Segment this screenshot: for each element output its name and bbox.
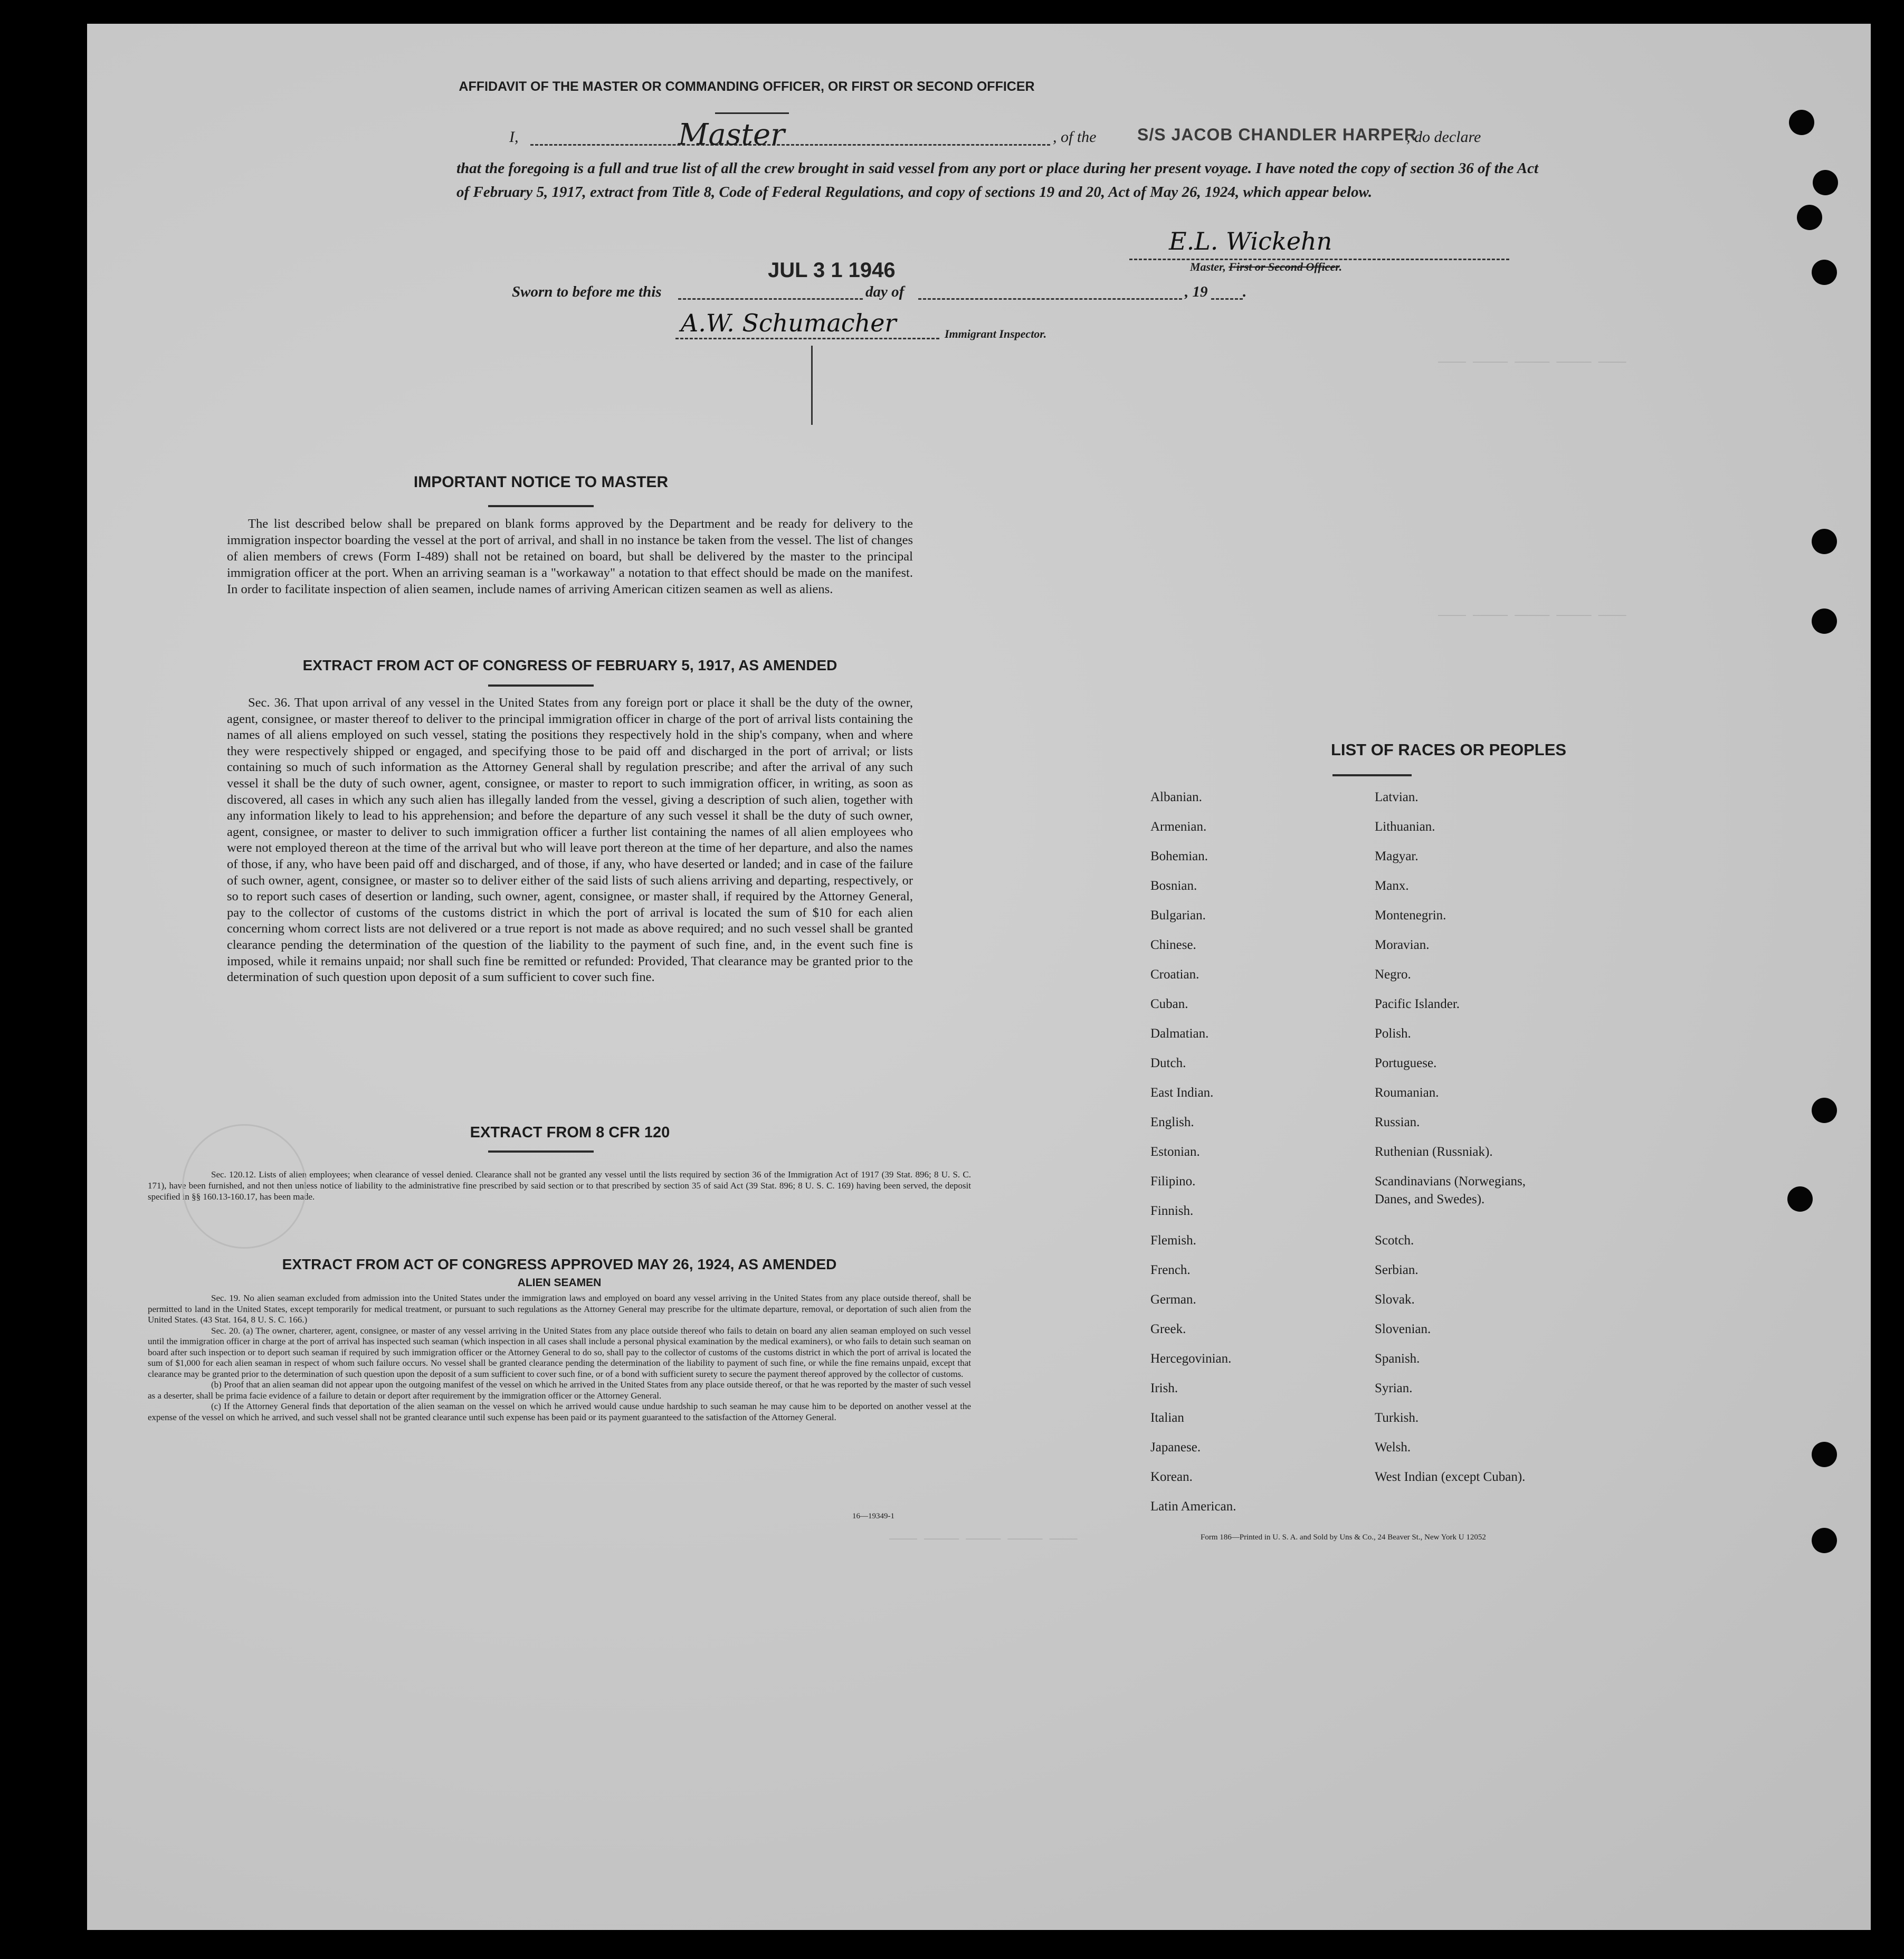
- race-item: Chinese.: [1150, 938, 1196, 952]
- race-item: Lithuanian.: [1375, 820, 1435, 834]
- race-item: Bosnian.: [1150, 879, 1197, 893]
- sec-19: Sec. 19. No alien seaman excluded from admission into the United States under the immigration laws and employed on board any vessel arriving in the United States from any place outside thereof, shall be permitted to land in the United States, except temporarily for medical treatment, or pursuant to such regulations as the Attorney General may prescribe for the ultimate departure, removal, or deportation of such alien from the United States. (43 Stat. 164, 8 U. S. C. 166.): [148, 1293, 971, 1325]
- race-item: Latvian.: [1375, 790, 1419, 804]
- race-item: Estonian.: [1150, 1145, 1200, 1159]
- affidavit-declare: , do declare: [1406, 128, 1481, 146]
- punch-hole: [1789, 110, 1814, 135]
- extract-1924-title: EXTRACT FROM ACT OF CONGRESS APPROVED MAY 26, 1924, AS AMENDED: [282, 1256, 837, 1272]
- race-item: Greek.: [1150, 1322, 1186, 1336]
- punch-hole: [1812, 608, 1837, 634]
- date-stamp: JUL 3 1 1946: [768, 259, 896, 282]
- vessel-stamp: S/S JACOB CHANDLER HARPER: [1137, 125, 1417, 144]
- bleed-through-text: ──── ───── ───── ───── ────: [1438, 610, 1626, 623]
- sworn-year: , 19: [1185, 283, 1208, 300]
- extract-1917-underline: [488, 684, 594, 687]
- race-item: Roumanian.: [1375, 1086, 1439, 1100]
- notice-title: IMPORTANT NOTICE TO MASTER: [413, 473, 669, 491]
- extract-1924-body: [148, 1293, 971, 1423]
- extract-1924-subtitle: ALIEN SEAMEN: [517, 1277, 602, 1289]
- punch-hole: [1812, 260, 1837, 285]
- sworn-end: .: [1243, 283, 1247, 300]
- vertical-mark: [811, 346, 813, 425]
- race-item: Dalmatian.: [1150, 1026, 1209, 1041]
- race-item: German.: [1150, 1292, 1196, 1307]
- sworn-day-line: [678, 298, 863, 300]
- extract-1917-title: EXTRACT FROM ACT OF CONGRESS OF FEBRUARY 5, 1917, AS AMENDED: [302, 657, 837, 673]
- sworn-day-of: day of: [865, 283, 905, 300]
- master-handwriting: Master: [678, 118, 785, 152]
- race-item: Montenegrin.: [1375, 908, 1446, 923]
- form-number: 16—19349-1: [852, 1512, 894, 1520]
- affidavit-of-the: , of the: [1053, 128, 1097, 146]
- race-item: Magyar.: [1375, 849, 1419, 863]
- inspector-signature: A.W. Schumacher: [681, 309, 897, 337]
- race-item: Welsh.: [1375, 1440, 1411, 1454]
- race-item: Japanese.: [1150, 1440, 1201, 1454]
- bleed-through-text: ──── ───── ───── ───── ────: [889, 1533, 1078, 1546]
- punch-hole: [1787, 1186, 1813, 1212]
- race-item: Serbian.: [1375, 1263, 1419, 1277]
- sworn-prefix: Sworn to before me this: [512, 283, 662, 300]
- race-item: East Indian.: [1150, 1086, 1214, 1100]
- race-item: Hercegovinian.: [1150, 1352, 1232, 1366]
- race-item: Moravian.: [1375, 938, 1430, 952]
- punch-hole: [1812, 1098, 1837, 1123]
- sworn-year-line: [1211, 298, 1243, 300]
- race-item: Cuban.: [1150, 997, 1188, 1011]
- race-item: West Indian (except Cuban).: [1375, 1470, 1526, 1484]
- master-signature: E.L. Wickehn: [1169, 227, 1332, 255]
- inspector-line: [675, 338, 939, 339]
- punch-hole: [1812, 529, 1837, 554]
- punch-hole: [1812, 1528, 1837, 1553]
- punch-hole: [1797, 205, 1822, 230]
- race-item: Bulgarian.: [1150, 908, 1206, 923]
- races-underline: [1332, 774, 1412, 776]
- sec-20c: (c) If the Attorney General finds that deportation of the alien seaman on the vessel on which he arrived would cause undue hardship to such seaman he may cause him to be deported on another vessel at the expense of the vessel on which he arrived, and such vessel shall not be granted clearance until such expense has been paid or its payment guaranteed to the satisfaction of the Attorney General.: [148, 1401, 971, 1422]
- race-item: Manx.: [1375, 879, 1409, 893]
- name-line: [530, 144, 1050, 146]
- extract-cfr-underline: [488, 1150, 594, 1153]
- inspector-caption: Immigrant Inspector.: [945, 327, 1047, 340]
- race-item: Portuguese.: [1375, 1056, 1437, 1070]
- race-item: Negro.: [1375, 967, 1411, 982]
- races-title: LIST OF RACES OR PEOPLES: [1330, 740, 1567, 759]
- race-item: Irish.: [1150, 1381, 1178, 1395]
- sworn-month-line: [918, 298, 1182, 300]
- extract-cfr-text: Sec. 120.12. Lists of alien employees; when clearance of vessel denied. Clearance shall not be granted any vessel until the lists required by section 36 of the Immigration Act of 1917 (39 Stat. 896; 8 U. S. C. 171), have been furnished, and not then unless notice of liability to the administrative fine prescribed by said section or to that prescribed by section 35 of said Act (39 Stat. 896; 8 U. S. C. 169) having been served, the deposit specified in §§ 160.13-160.17, has been made.: [148, 1169, 971, 1202]
- embossed-seal: [182, 1124, 307, 1249]
- title-underline: [715, 112, 789, 114]
- race-item: Ruthenian (Russniak).: [1375, 1145, 1493, 1159]
- extract-1917-text: Sec. 36. That upon arrival of any vessel in the United States from any foreign port or place it shall be the duty of the owner, agent, consignee, or master thereof to deliver to the principal immigration officer in charge of the port of arrival lists containing the names of all aliens employed on such vessel, stating the positions they respectively hold in the ship's company, when and where they were respectively shipped or engaged, and specifying those to be paid off and discharged in the port of arrival; or lists containing so much of such information as the Attorney General shall by regulation prescribe; and after the arrival of any such vessel it shall be the duty of such owner, agent, consignee, or master to report to such immigration officer, in writing, as soon as discovered, all cases in which any such alien has illegally landed from the vessel, giving a description of such alien, together with any information likely to lead to his apprehension; and before the departure of any such vessel it shall be the duty of such owner, agent, consignee, or master to deliver to such immigration officer a further list containing the names of all alien employees who were not employed thereon at the time of the arrival but who will leave port thereon at the time of her departure, and also the names of those, if any, who have been paid off and discharged, and of those, if any, who have deserted or landed; and in case of the failure of such owner, agent, consignee, or master so to deliver either of the said lists of such aliens arriving and departing, respectively, or so to report such cases of desertion or landing, such owner, agent, consignee, or master shall, if required by the Attorney General, pay to the collector of customs of the customs district in which the port of arrival is located the sum of $10 for each alien concerning whom correct lists are not delivered or a true report is not made as above required; and no such vessel shall be granted clearance pending the determination of the question of the liability to the payment of such fine, and, in the event such fine is imposed, while it remains unpaid; nor shall such fine be remitted or refunded: Provided, That clearance may be granted prior to the determination of such question upon deposit of a sum sufficient to cover such fine.: [227, 696, 913, 985]
- races-left-column: [1150, 783, 1236, 1521]
- race-item: Croatian.: [1150, 967, 1199, 982]
- race-item: Slovak.: [1375, 1292, 1415, 1307]
- race-item: Slovenian.: [1375, 1322, 1431, 1336]
- race-item: Latin American.: [1150, 1499, 1236, 1514]
- notice-text: The list described below shall be prepared on blank forms approved by the Department and be ready for delivery to the immigration inspector boarding the vessel at the port of arrival, and shall in no instance be taken from the vessel. The list of changes of alien members of crews (Form I-489) shall not be retained on board, but shall be delivered by the master to the principal immigration officer at the port. When an arriving seaman is a "workaway" a notation to that effect should be made on the manifest. In order to facilitate inspection of alien seamen, include names of arriving American citizen seamen as well as aliens.: [227, 517, 913, 596]
- races-right-column: [1375, 783, 1565, 1492]
- race-item: Filipino.: [1150, 1174, 1196, 1188]
- affidavit-title: AFFIDAVIT OF THE MASTER OR COMMANDING OFFICER, OR FIRST OR SECOND OFFICER: [459, 79, 1035, 94]
- race-item: Italian: [1150, 1411, 1184, 1425]
- sec-20a: Sec. 20. (a) The owner, charterer, agent, consignee, or master of any vessel arriving in the United States from any place outside thereof who fails to detain on board any alien seaman employed on such vessel until the immigration officer in charge at the port of arrival has inspected such seaman (which inspection in all cases shall include a personal physical examination by the medical examiners), or who fails to detain such seaman on board after such inspection or to deport such seaman if required by such immigration officer or the Attorney General to do so, shall pay to the collector of customs of the customs district in which the port of arrival is located the sum of $1,000 for each alien seaman in respect of whom such failure occurs. No vessel shall be granted clearance pending the determination of the liability to payment of such fine, or while the fine remains unpaid, except that clearance may be granted prior to the determination of such question upon the deposit of a sum sufficient to cover such fine, or of a bond with sufficient surety to secure the payment thereof approved by the collector of customs.: [148, 1325, 971, 1379]
- signature-caption: Master, First or Second Officer.: [1190, 260, 1343, 273]
- race-item: Scandinavians (Norwegians, Danes, and Swedes).: [1375, 1174, 1526, 1206]
- affidavit-body: that the foregoing is a full and true list of all the crew brought in said vessel from any port or place during her present voyage. I have noted the copy of section 36 of the Act of February 5, 1917, extract from Title 8, Code of Federal Regulations, and copy of sections 19 and 20, Act of May 26, 1924, which appear below.: [456, 160, 1538, 201]
- race-item: Scotch.: [1375, 1233, 1414, 1248]
- race-item: Armenian.: [1150, 820, 1207, 834]
- race-item: Polish.: [1375, 1026, 1411, 1041]
- race-item: French.: [1150, 1263, 1191, 1277]
- race-item: Turkish.: [1375, 1411, 1419, 1425]
- race-item: Syrian.: [1375, 1381, 1413, 1395]
- race-item: Pacific Islander.: [1375, 997, 1460, 1011]
- sec-20b: (b) Proof that an alien seaman did not appear upon the outgoing manifest of the vessel on which he arrived in the United States from any place outside thereof, or that he was reported by the master of such vessel as a deserter, shall be prima facie evidence of a failure to detain or deport after requirement by the immigration officer or the Attorney General.: [148, 1380, 971, 1401]
- race-item: Finnish.: [1150, 1204, 1194, 1218]
- punch-hole: [1812, 1442, 1837, 1467]
- extract-cfr-title: EXTRACT FROM 8 CFR 120: [470, 1124, 670, 1141]
- race-item: Bohemian.: [1150, 849, 1208, 863]
- race-item: Russian.: [1375, 1115, 1420, 1129]
- notice-underline: [488, 505, 594, 507]
- race-item: Dutch.: [1150, 1056, 1186, 1070]
- race-item: Flemish.: [1150, 1233, 1196, 1248]
- race-item: Spanish.: [1375, 1352, 1420, 1366]
- form-footer: Form 186—Printed in U. S. A. and Sold by Uns & Co., 24 Beaver St., New York U 12052: [1201, 1533, 1486, 1542]
- bleed-through-text: ──── ───── ───── ───── ────: [1438, 356, 1626, 369]
- race-item: English.: [1150, 1115, 1194, 1129]
- document-sheet: [87, 24, 1871, 1930]
- race-item: Albanian.: [1150, 790, 1202, 804]
- punch-hole: [1813, 170, 1838, 195]
- affidavit-line1-prefix: I,: [509, 128, 519, 146]
- race-item: Korean.: [1150, 1470, 1193, 1484]
